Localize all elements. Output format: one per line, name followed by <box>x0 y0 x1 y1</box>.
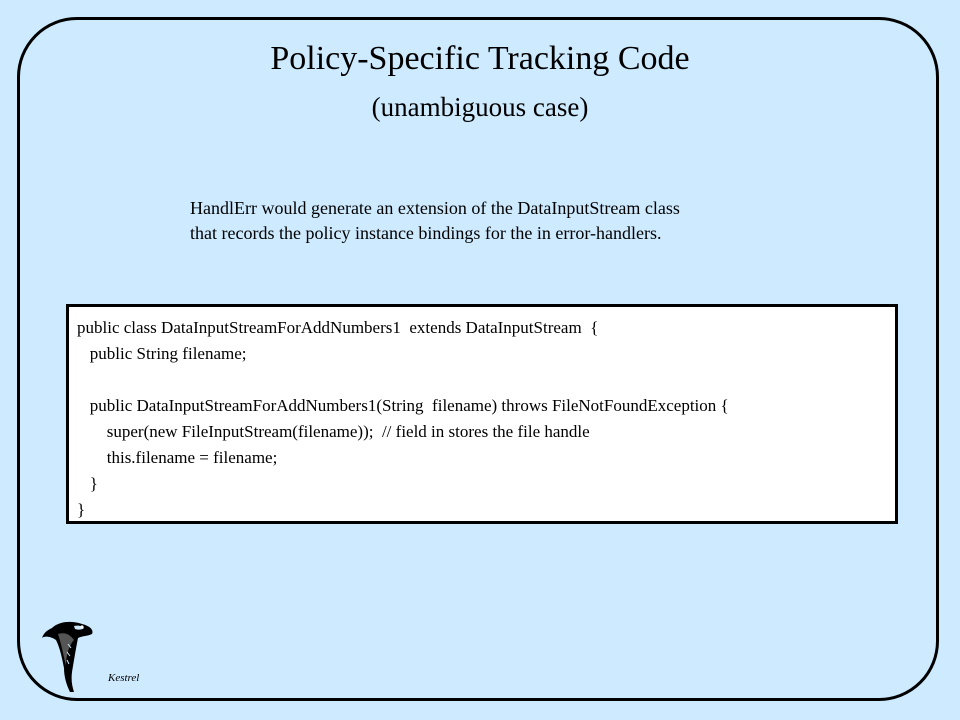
slide-subtitle: (unambiguous case) <box>371 92 589 122</box>
logo-caption: Kestrel <box>108 672 140 684</box>
code-line: } <box>77 500 86 519</box>
code-line: public class DataInputStreamForAddNumbers1 extends DataInputStream { <box>77 318 599 337</box>
code-line <box>77 367 887 393</box>
code-line: } <box>77 474 98 493</box>
code-line: this.filename = filename; <box>77 448 278 467</box>
description-text <box>190 196 830 246</box>
code-block <box>66 304 898 524</box>
description-line: that records the policy instance bindings for the in error-handlers. <box>190 223 662 243</box>
slide-title: Policy-Specific Tracking Code <box>270 40 690 77</box>
code-line: public DataInputStreamForAddNumbers1(String filename) throws FileNotFoundException { <box>77 396 729 415</box>
description-line: HandlErr would generate an extension of the DataInputStream class <box>190 198 680 218</box>
kestrel-bird-icon <box>38 614 98 694</box>
code-line: public String filename; <box>77 344 247 363</box>
code-line: super(new FileInputStream(filename)); // field in stores the file handle <box>77 422 590 441</box>
